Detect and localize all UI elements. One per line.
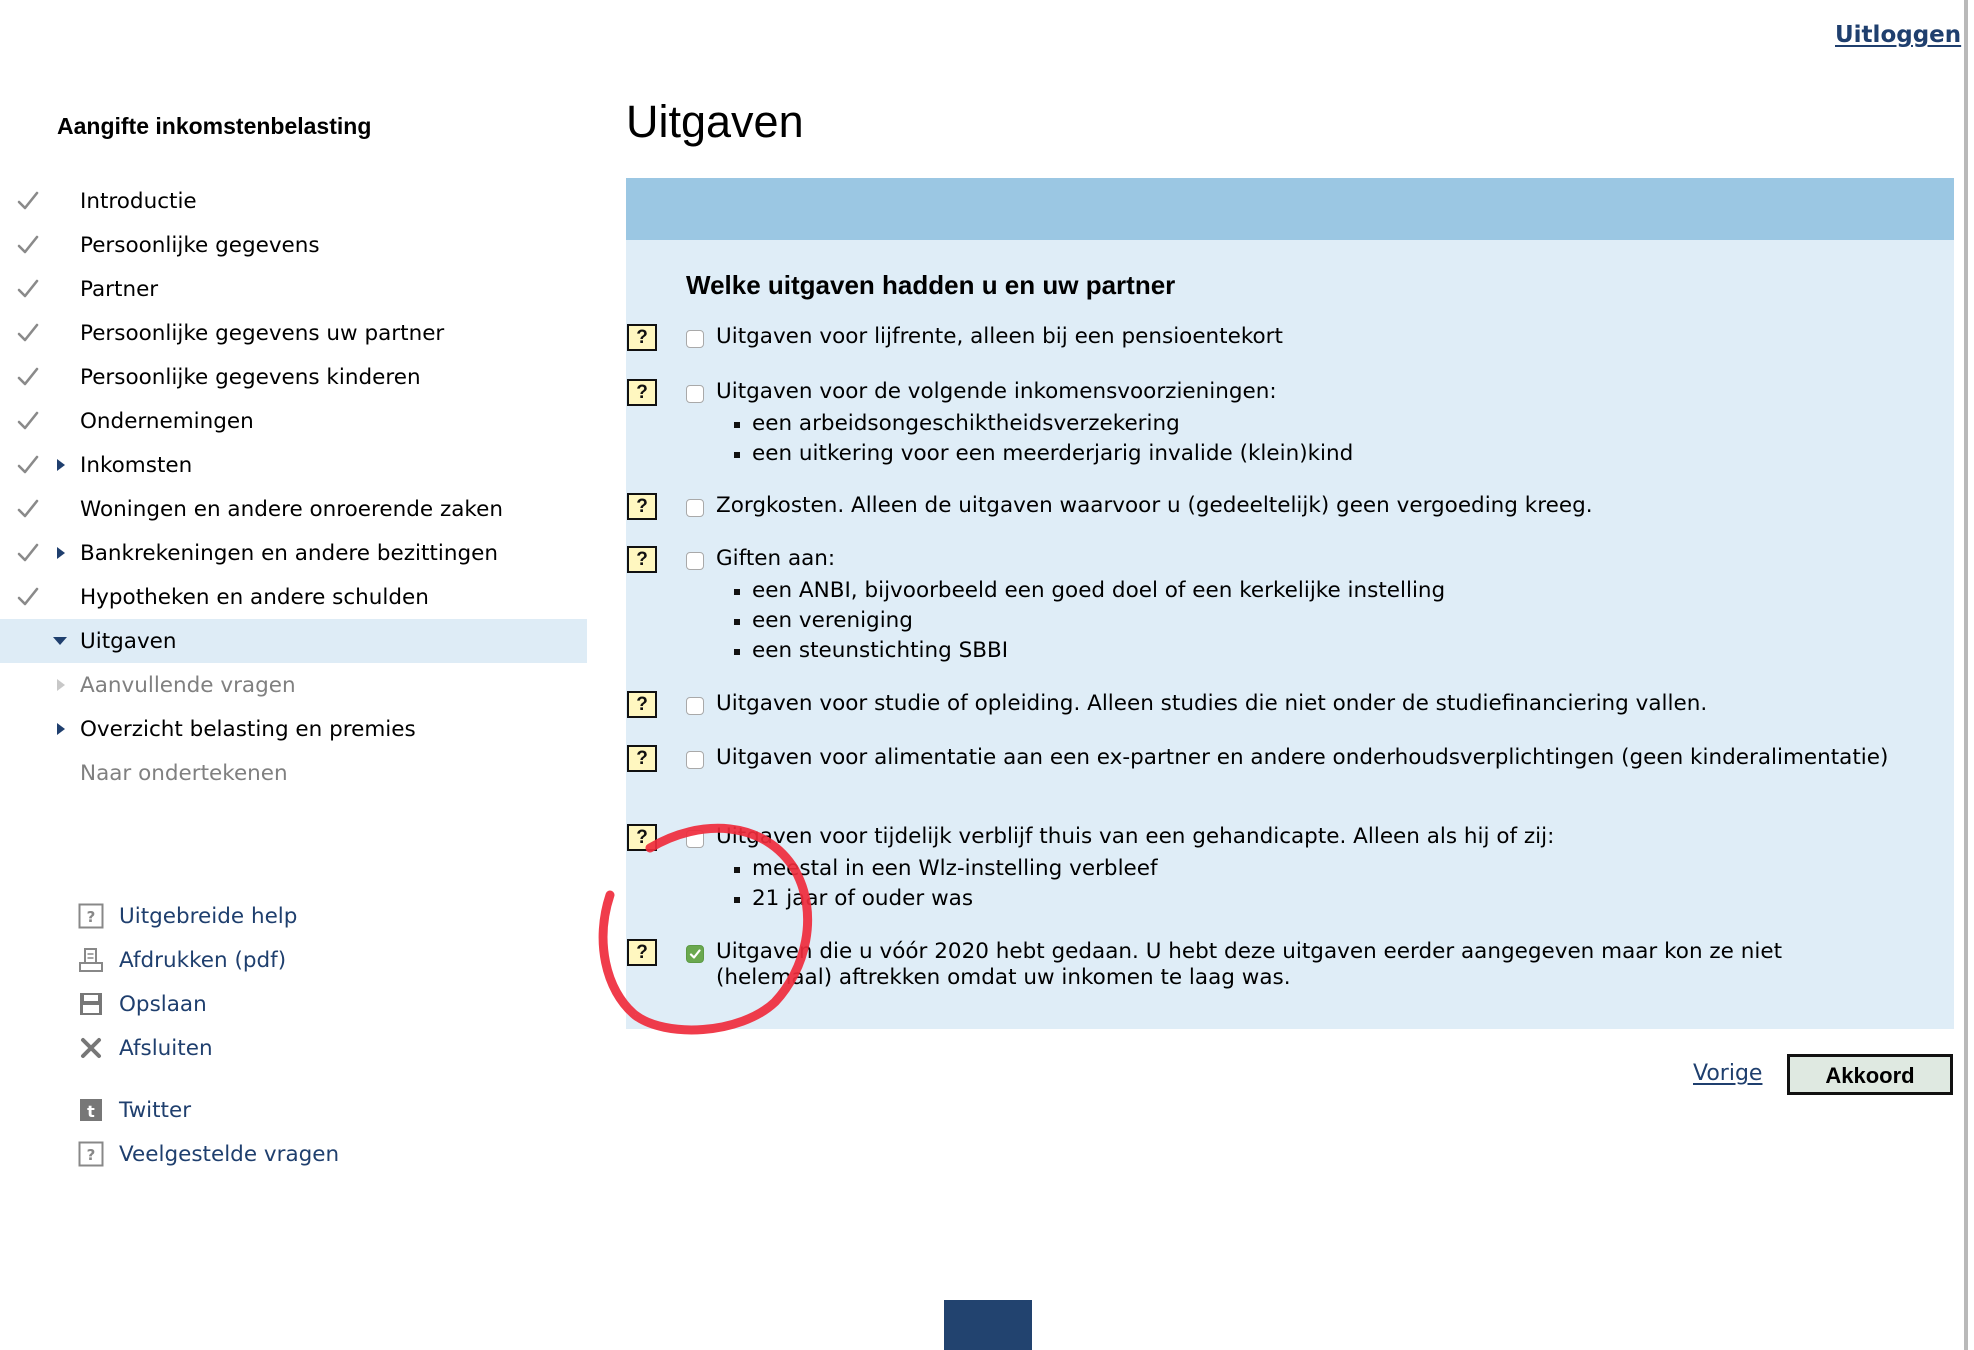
svg-text:?: ? (86, 1146, 96, 1164)
option-checkbox[interactable] (686, 697, 704, 715)
tool-link-label: Opslaan (119, 991, 207, 1017)
sidebar-item-persoonlijke-gegevens-uw-partner[interactable] (0, 311, 587, 355)
sidebar-item-label: Woningen en andere onroerende zaken (80, 496, 503, 522)
option-label[interactable]: Uitgaven voor alimentatie aan een ex-partner en andere onderhoudsverplichtingen (geen kinderalimentatie) (716, 745, 1889, 770)
sidebar-item-inkomsten[interactable] (0, 443, 587, 487)
tool-link-label: Afsluiten (119, 1035, 213, 1061)
sidebar-item-label: Partner (80, 276, 159, 302)
accept-button[interactable]: Akkoord (1787, 1054, 1953, 1095)
chevron-right-icon[interactable] (55, 546, 67, 560)
tool-link-twitter[interactable] (78, 1090, 191, 1130)
page-title: Uitgaven (626, 96, 804, 147)
question-panel (626, 178, 1954, 1029)
option-bullet: een uitkering voor een meerderjarig invalide (klein)kind (734, 439, 1896, 469)
sidebar-item-persoonlijke-gegevens-kinderen[interactable] (0, 355, 587, 399)
sidebar-item-naar-ondertekenen (0, 751, 587, 795)
help-icon[interactable]: ? (627, 745, 657, 772)
option-label[interactable]: Uitgaven voor lijfrente, alleen bij een pensioentekort (716, 324, 1283, 349)
sidebar-item-bankrekeningen-en-andere-bezittingen[interactable] (0, 531, 587, 575)
sidebar-item-label: Introductie (80, 188, 197, 214)
option-label[interactable]: Uitgaven voor de volgende inkomensvoorzieningen: (716, 379, 1277, 404)
option-bullet: 21 jaar of ouder was (734, 884, 1896, 914)
chevron-right-icon[interactable] (55, 722, 67, 736)
help-icon (78, 1141, 104, 1167)
option-label[interactable]: Uitgaven voor studie of opleiding. Alleen studies die niet onder de studiefinanciering vallen. (716, 691, 1708, 716)
option-bullet-list (734, 409, 1896, 469)
option-bullet: een vereniging (734, 606, 1896, 636)
footer-block (944, 1300, 1032, 1350)
question-heading: Welke uitgaven hadden u en uw partner (686, 270, 1176, 300)
option-label[interactable]: Zorgkosten. Alleen de uitgaven waarvoor u (gedeeltelijk) geen vergoeding kreeg. (716, 493, 1593, 518)
option-checkbox[interactable] (686, 330, 704, 348)
checkmark-icon (689, 948, 701, 960)
option-checkbox[interactable] (686, 830, 704, 848)
help-icon (78, 903, 104, 929)
checkmark-icon (16, 409, 40, 433)
checkmark-icon (16, 453, 40, 477)
checkmark-icon (16, 541, 40, 565)
tool-link-opslaan[interactable] (78, 984, 207, 1024)
help-icon[interactable]: ? (627, 546, 657, 573)
checkmark-icon (16, 321, 40, 345)
sidebar-title: Aangifte inkomstenbelasting (57, 113, 372, 139)
help-icon[interactable]: ? (627, 324, 657, 351)
sidebar-item-persoonlijke-gegevens[interactable] (0, 223, 587, 267)
chevron-right-icon[interactable] (55, 458, 67, 472)
option-checkbox[interactable] (686, 385, 704, 403)
sidebar-item-label: Uitgaven (80, 628, 177, 654)
option-bullet: meestal in een Wlz-instelling verbleef (734, 854, 1896, 884)
tool-link-label: Twitter (119, 1097, 192, 1123)
checkmark-icon (16, 497, 40, 521)
svg-text:?: ? (86, 908, 96, 926)
option-bullet: een ANBI, bijvoorbeeld een goed doel of een kerkelijke instelling (734, 576, 1896, 606)
option-checkbox[interactable] (686, 552, 704, 570)
previous-link[interactable]: Vorige (1693, 1061, 1763, 1086)
svg-text:t: t (87, 1102, 95, 1121)
sidebar-item-woningen-en-andere-onroerende-zaken[interactable] (0, 487, 587, 531)
window-right-border (1964, 0, 1968, 1350)
sidebar-item-label: Aanvullende vragen (80, 672, 296, 698)
sidebar-item-label: Overzicht belasting en premies (80, 716, 416, 742)
option-bullet-list (734, 576, 1896, 666)
option-bullet: een arbeidsongeschiktheidsverzekering (734, 409, 1896, 439)
sidebar-item-label: Ondernemingen (80, 408, 254, 434)
tool-link-label: Uitgebreide help (119, 903, 298, 929)
sidebar-item-aanvullende-vragen (0, 663, 587, 707)
tool-link-uitgebreide-help[interactable] (78, 896, 297, 936)
logout-link[interactable]: Uitloggen (1835, 22, 1962, 48)
option-bullet: een steunstichting SBBI (734, 636, 1896, 666)
sidebar-item-overzicht-belasting-en-premies[interactable] (0, 707, 587, 751)
help-icon[interactable]: ? (627, 939, 657, 966)
option-label[interactable]: Giften aan: (716, 546, 836, 571)
print-icon (78, 947, 104, 973)
sidebar-item-label: Naar ondertekenen (80, 760, 288, 786)
sidebar-item-label: Persoonlijke gegevens kinderen (80, 364, 421, 390)
sidebar-item-label: Inkomsten (80, 452, 193, 478)
option-checkbox[interactable] (686, 945, 704, 963)
sidebar-item-partner[interactable] (0, 267, 587, 311)
help-icon[interactable]: ? (627, 691, 657, 718)
panel-header-band (626, 178, 1954, 240)
chevron-right-icon (55, 678, 67, 692)
chevron-down-icon[interactable] (52, 634, 68, 648)
checkmark-icon (16, 277, 40, 301)
option-label[interactable]: Uitgaven die u vóór 2020 hebt gedaan. U hebt deze uitgaven eerder aangegeven maar kon ze niet (helemaal) aftrekken omdat uw inkomen te laag was. (716, 939, 1783, 990)
save-icon (78, 991, 104, 1017)
tool-link-afsluiten[interactable] (78, 1028, 213, 1068)
checkmark-icon (16, 585, 40, 609)
sidebar-item-ondernemingen[interactable] (0, 399, 587, 443)
sidebar-item-label: Persoonlijke gegevens (80, 232, 320, 258)
checkmark-icon (16, 233, 40, 257)
option-label[interactable]: Uitgaven voor tijdelijk verblijf thuis van een gehandicapte. Alleen als hij of zij: (716, 824, 1555, 849)
option-bullet-list (734, 854, 1896, 914)
checkmark-icon (16, 189, 40, 213)
option-checkbox[interactable] (686, 751, 704, 769)
help-icon[interactable]: ? (627, 493, 657, 520)
twitter-icon (78, 1097, 104, 1123)
sidebar-item-label: Hypotheken en andere schulden (80, 584, 429, 610)
tool-link-veelgestelde-vragen[interactable] (78, 1134, 339, 1174)
sidebar-item-hypotheken-en-andere-schulden[interactable] (0, 575, 587, 619)
tool-link-label: Veelgestelde vragen (119, 1141, 340, 1167)
sidebar-item-uitgaven[interactable] (0, 619, 587, 663)
help-icon[interactable]: ? (627, 379, 657, 406)
checkmark-icon (16, 365, 40, 389)
sidebar-item-label: Persoonlijke gegevens uw partner (80, 320, 445, 346)
close-icon (78, 1035, 104, 1061)
sidebar-nav (0, 179, 587, 795)
sidebar-item-introductie[interactable] (0, 179, 587, 223)
help-icon[interactable]: ? (627, 824, 657, 851)
tool-link-afdrukken-pdf[interactable] (78, 940, 286, 980)
tool-link-label: Afdrukken (pdf) (119, 947, 287, 973)
option-checkbox[interactable] (686, 499, 704, 517)
sidebar-item-label: Bankrekeningen en andere bezittingen (80, 540, 498, 566)
